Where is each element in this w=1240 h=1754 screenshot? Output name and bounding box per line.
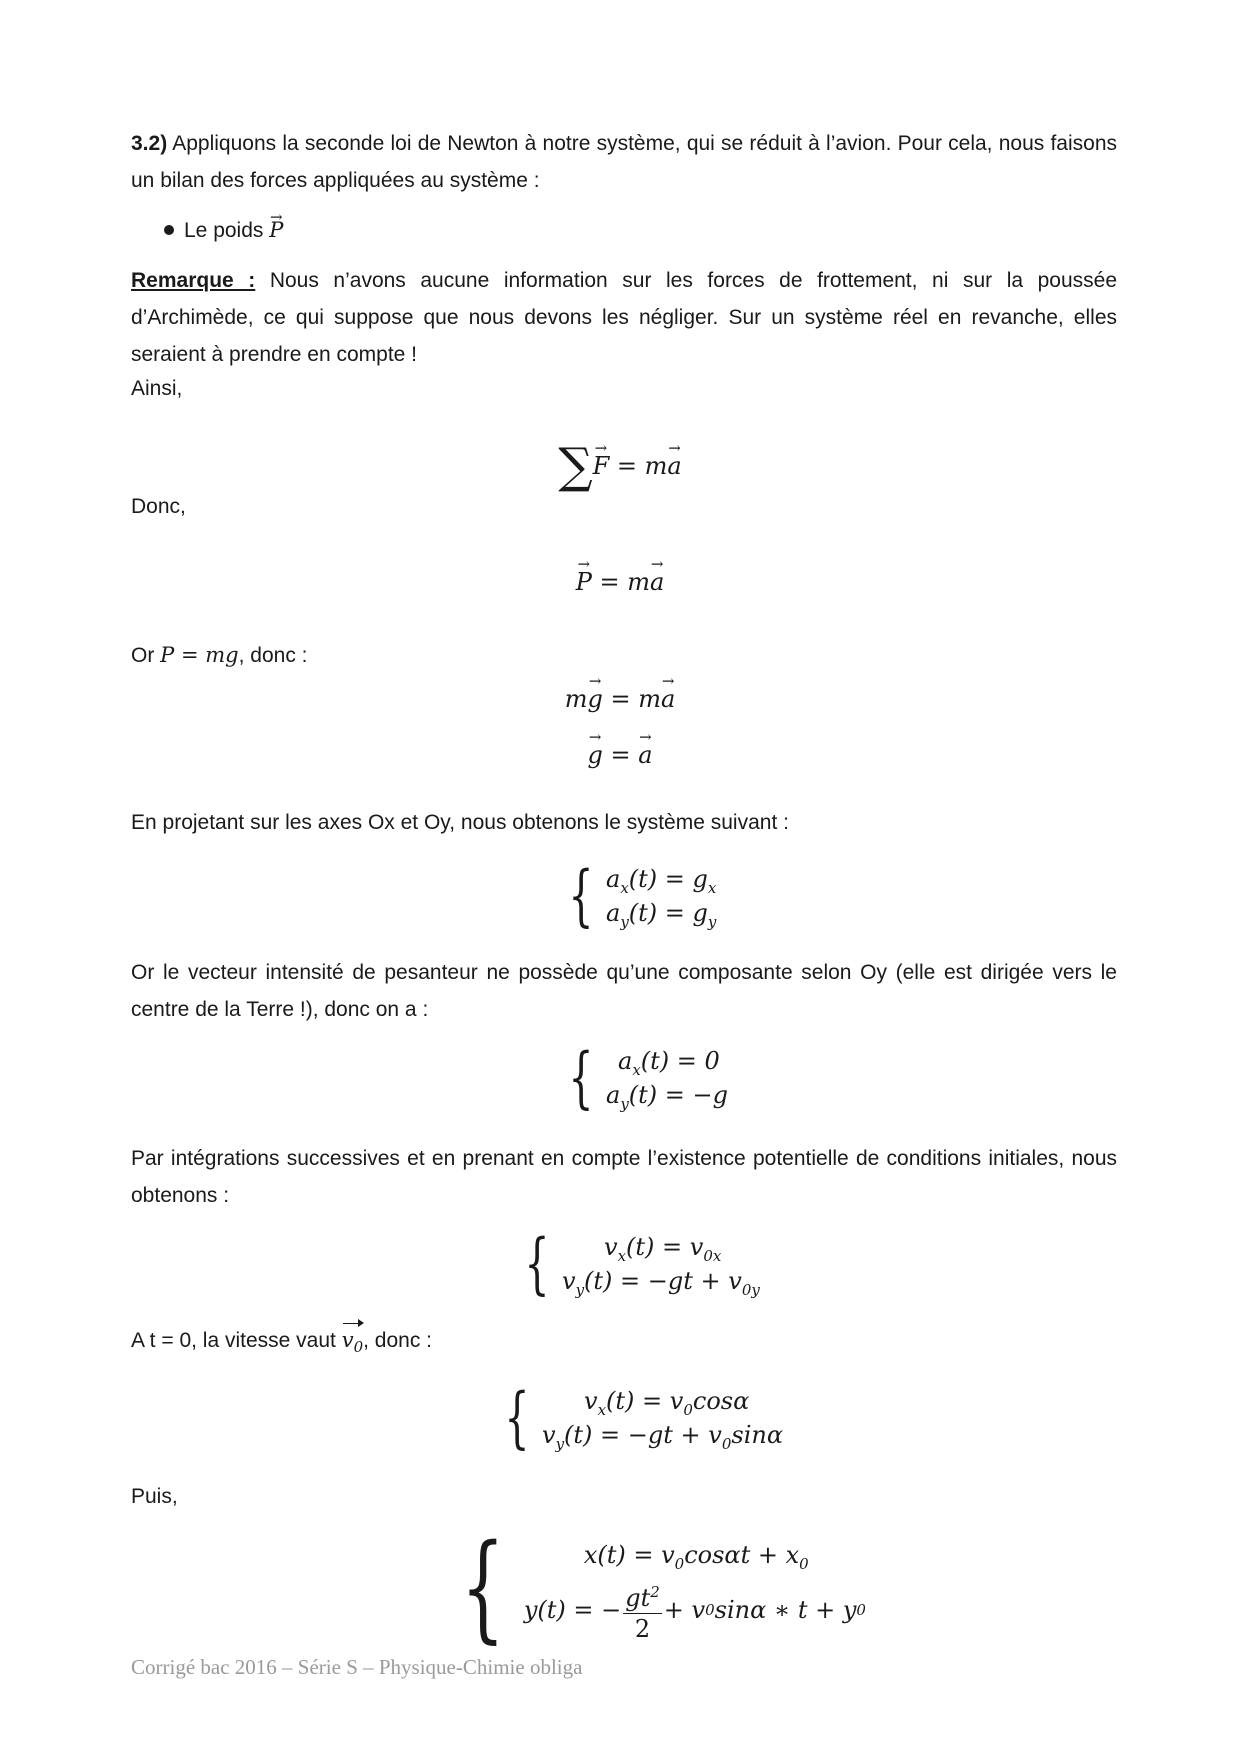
- puis-text: Puis,: [131, 1485, 178, 1508]
- or-p-mg: [131, 637, 1117, 674]
- integrations-paragraph: Par intégrations successives et en prenant en compte l’existence potentielle de conditions initiales, nous obtenons :: [131, 1147, 1117, 1207]
- vector-a: → a: [667, 452, 681, 480]
- at0-prefix: A t = 0, la vitesse vaut: [131, 1329, 342, 1352]
- sys1-row-2: $a_y(t) = g_y$: [606, 899, 717, 931]
- projection-text: En projetant sur les axes Ox et Oy, nous obtenons le système suivant :: [131, 811, 789, 834]
- sys2-row-2: $a_y(t) = -g$: [606, 1081, 729, 1113]
- vector-a3: → a: [661, 685, 675, 713]
- remark-paragraph: [131, 262, 1117, 373]
- section-number: 3.2): [131, 132, 168, 155]
- sys3-row-2: $v_y(t) = -gt + v_{0y}$: [562, 1267, 760, 1299]
- intro-paragraph: [131, 125, 1117, 199]
- vector-g: → g: [587, 685, 602, 713]
- fraction: $\frac{gt^2}{2}$: [623, 1577, 662, 1644]
- or-math: P = mg: [160, 643, 239, 667]
- equation-newton: [0, 438, 1240, 494]
- or-vecteur-paragraph: Or le vecteur intensité de pesanteur ne possède qu’une composante selon Oy (elle est dirigée vers le centre de la Terre !), donc on a :: [131, 961, 1117, 1021]
- sys5-row-2: y(t) = − $\frac{gt^2}{2}$ + v 0 sinα ∗ t + y 0: [524, 1577, 866, 1643]
- at0-suffix: , donc :: [363, 1329, 433, 1352]
- equation-g-a: [0, 741, 1240, 769]
- vector-g2: → g: [587, 741, 602, 769]
- vector-a2: → a: [650, 568, 664, 596]
- system-acceleration-values: [560, 1039, 729, 1116]
- bullet-vector-p: → P: [269, 212, 283, 249]
- bullet-dot-icon: [164, 225, 174, 235]
- system-velocity: [516, 1225, 760, 1302]
- sys3-row-1: $v_x(t) = v_{0x}$: [604, 1233, 722, 1265]
- sys2-row-1: $a_x(t) = 0$: [618, 1047, 720, 1079]
- system-acceleration-g: [560, 857, 717, 934]
- eq1-rhs: = m: [609, 452, 668, 480]
- intro-text: Appliquons la seconde loi de Newton à notre système, qui se réduit à l’avion. Pour cela, nous faisons un bilan des forces appliquées au système :: [131, 132, 1117, 192]
- page-footer: Corrigé bac 2016 – Série S – Physique-Chimie obliga: [131, 1655, 583, 1679]
- sigma-symbol: ∑: [558, 438, 593, 494]
- at-zero-text: [131, 1322, 1117, 1366]
- brace-symbol: {: [504, 1379, 530, 1456]
- system-velocity-angle: [496, 1379, 784, 1456]
- remark-label: Remarque :: [131, 269, 256, 292]
- eq3-mid: = m: [602, 685, 661, 713]
- brace-symbol: {: [568, 857, 594, 934]
- ainsi-text: Ainsi,: [131, 377, 183, 400]
- system-position: [446, 1520, 866, 1655]
- vector-v0: $v_0$: [342, 1322, 363, 1366]
- eq3-m: m: [564, 685, 588, 713]
- bullet-text: Le poids: [184, 219, 270, 242]
- sys1-row-1: $a_x(t) = g_x$: [606, 865, 717, 897]
- or-suffix: , donc :: [238, 644, 308, 667]
- brace-symbol: {: [568, 1039, 594, 1116]
- equation-p-ma: [0, 568, 1240, 596]
- vector-p: → P: [576, 568, 592, 596]
- donc-text: Donc,: [131, 495, 186, 518]
- brace-symbol: {: [460, 1520, 506, 1655]
- eq2-rhs: = m: [591, 568, 650, 596]
- vector-f: → F: [593, 452, 610, 480]
- bullet-item: [184, 212, 784, 249]
- brace-symbol: {: [524, 1225, 550, 1302]
- sys5-row-1: $x(t) = v_0\cos\alpha t + x_0$: [583, 1541, 809, 1573]
- sys4-row-2: $v_y(t) = -gt + v_0\sin\alpha$: [542, 1421, 784, 1453]
- eq4-mid: =: [602, 741, 639, 769]
- equation-mg-ma: [0, 685, 1240, 713]
- or-prefix: Or: [131, 644, 161, 667]
- sys4-row-1: $v_x(t) = v_0\cos\alpha$: [584, 1387, 750, 1419]
- vector-a4: → a: [638, 741, 652, 769]
- remark-text: Nous n’avons aucune information sur les forces de frottement, ni sur la poussée d’Archimède, ce qui suppose que nous devons les négliger. Sur un système réel en revanche, elles seraient à prendre en compte !: [131, 269, 1117, 366]
